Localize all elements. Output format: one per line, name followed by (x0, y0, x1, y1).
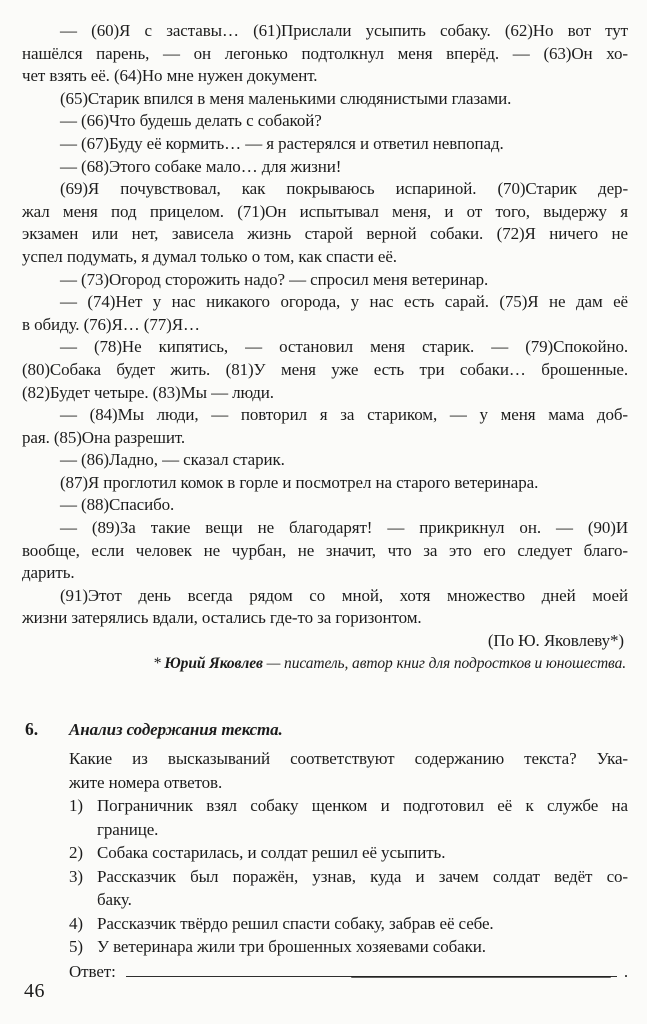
paragraph (22, 472, 628, 495)
story-paragraphs (22, 20, 628, 630)
paragraph (22, 20, 628, 88)
task-question (69, 747, 628, 794)
options-list (69, 794, 628, 959)
option-text (97, 794, 628, 841)
page-number: 46 (24, 980, 45, 1002)
option-item (69, 912, 628, 936)
text-line: — (89)За такие вещи не благодарят! — прикрикнул он. — (90)И (60, 518, 628, 538)
footnote-author: Юрий Яковлев (164, 654, 263, 672)
text-line: — (86)Ладно, — сказал старик. (60, 450, 285, 470)
text-line: — (84)Мы люди, — повторил я за стариком, — у меня мама доб- (60, 405, 628, 425)
task-title: Анализ содержания текста. (69, 719, 283, 739)
paragraph (22, 449, 628, 472)
option-item (69, 935, 628, 959)
text-line: — (78)Не кипятись, — остановил меня старик. — (79)Спокойно. (60, 337, 628, 357)
text-line: успел подумать, я думал только о том, как спасти её. (22, 246, 397, 266)
option-text (97, 841, 628, 865)
text-line: (69)Я почувствовал, как покрываюсь испариной. (70)Старик дер- (60, 179, 628, 199)
text-line: — (66)Что будешь делать с собакой? (60, 111, 322, 131)
paragraph (22, 336, 628, 404)
text-line: — (68)Этого собаке мало… для жизни! (60, 156, 342, 176)
text-line: (87)Я проглотил комок в горле и посмотрел на старого ветеринара. (60, 472, 539, 492)
text-line: экзамен или нет, зависела жизнь старой верной собаки. (72)Я ничего не (22, 224, 628, 244)
text-line: (91)Этот день всегда рядом со мной, хотя множество дней моей (60, 585, 628, 605)
text-line: — (74)Нет у нас никакого огорода, у нас есть сарай. (75)Я не дам её (60, 292, 628, 312)
text-line: жизни затерялись вдали, остались где-то за горизонтом. (22, 608, 422, 628)
text-line: (82)Будет четыре. (83)Мы — люди. (22, 382, 274, 402)
task-number: 6. (25, 718, 39, 739)
paragraph (22, 291, 628, 336)
text-line: Рассказчик был поражён, узнав, куда и зачем солдат ведёт со- (97, 866, 628, 886)
text-line: чет взять её. (64)Но мне нужен документ. (22, 66, 318, 86)
text-line: вообще, если человек не чурбан, не значит, что за это его следует благо- (22, 540, 628, 560)
text-line: — (60)Я с заставы… (61)Прислали усыпить собаку. (62)Но вот тут (60, 21, 628, 40)
text-line: — (88)Спасибо. (60, 495, 175, 515)
option-item (69, 865, 628, 912)
text-line: жал меня под прицелом. (71)Он испытывал меня, и от того, выдержу я (22, 201, 628, 221)
text-line: У ветеринара жили три брошенных хозяевами собаки. (97, 937, 486, 957)
option-number: 1) (69, 796, 83, 816)
text-line: нашёлся парень, — он легонько подтолкнул меня вперёд. — (63)Он хо- (22, 43, 628, 63)
paragraph (22, 517, 628, 585)
paragraph (22, 178, 628, 268)
paragraph (22, 494, 628, 517)
attribution: (По Ю. Яковлеву*) (487, 631, 624, 651)
text-line: баку. (97, 890, 132, 910)
paragraph (22, 404, 628, 449)
text-line: — (67)Буду её кормить… — я растерялся и ответил невпопад. (60, 133, 504, 153)
paragraph (22, 156, 628, 179)
answer-period: . (623, 961, 628, 981)
option-text (97, 935, 628, 959)
answer-row (69, 960, 628, 984)
text-line: (80)Собака будет жить. (81)У меня уже есть три собаки… брошенные. (22, 359, 628, 379)
option-number: 3) (69, 866, 83, 886)
option-text (97, 865, 628, 912)
scan-ink-smudge (351, 976, 611, 979)
answer-label: Ответ: (69, 961, 116, 981)
option-number: 4) (69, 913, 83, 933)
paragraph (22, 585, 628, 630)
paragraph (22, 110, 628, 133)
text-line: Пограничник взял собаку щенком и подготовил её к службе на (97, 796, 628, 816)
text-line: жите номера ответов. (69, 772, 223, 792)
story-text-block (22, 20, 628, 674)
text-line: границе. (97, 819, 159, 839)
task-6 (22, 718, 628, 984)
paragraph (22, 88, 628, 111)
text-line: рая. (85)Она разрешит. (22, 427, 186, 447)
text-line: (65)Старик впился в меня маленькими слюдянистыми глазами. (60, 88, 512, 108)
option-number: 2) (69, 843, 83, 863)
text-line: Какие из высказываний соответствуют содержанию текста? Ука- (69, 749, 628, 769)
option-item (69, 794, 628, 841)
paragraph (22, 269, 628, 292)
text-line: Собака состарилась, и солдат решил её усыпить. (97, 843, 446, 863)
footnote (22, 653, 628, 674)
footnote-text: — писатель, автор книг для подростков и юношества. (262, 654, 626, 672)
task-content (69, 718, 628, 984)
option-text (97, 912, 628, 936)
paragraph (22, 133, 628, 156)
option-number: 5) (69, 937, 83, 957)
text-line: Рассказчик твёрдо решил спасти собаку, забрав её себе. (97, 913, 494, 933)
text-line: в обиду. (76)Я… (77)Я… (22, 314, 200, 334)
text-line: — (73)Огород сторожить надо? — спросил меня ветеринар. (60, 269, 489, 289)
option-item (69, 841, 628, 865)
text-line: дарить. (22, 563, 75, 583)
footnote-marker: * (152, 654, 165, 672)
answer-blank-line (126, 961, 617, 977)
